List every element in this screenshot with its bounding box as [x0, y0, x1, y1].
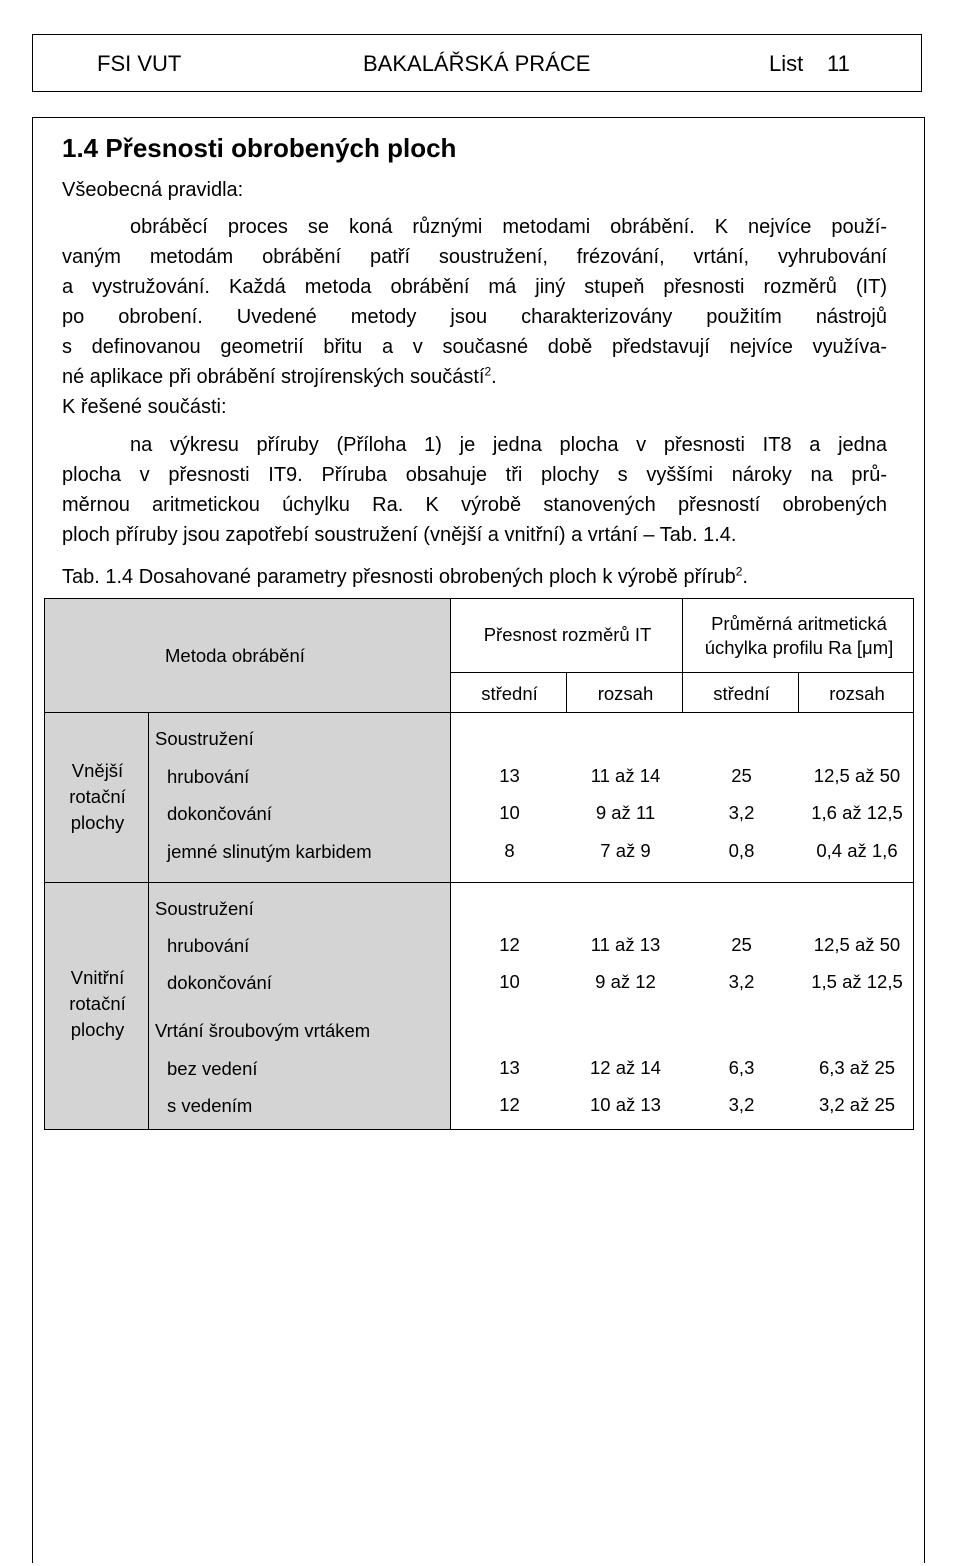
value-cell: 3,2	[728, 1094, 755, 1115]
paragraph-line: s definovanou geometrií břitu a v současné době představují nejvíce využíva-	[62, 336, 887, 358]
paragraph-line: plocha v přesnosti IT9. Příruba obsahuje tři plochy s vyššími nároky na prů-	[62, 464, 887, 486]
it-header: Přesnost rozměrů IT	[483, 624, 652, 645]
value-cell: 0,4 až 1,6	[816, 840, 898, 861]
paragraph-line: vaným metodám obrábění patří soustružení, frézování, vrtání, vyhrubování	[62, 246, 887, 268]
reference-number: 2	[735, 564, 743, 579]
group-label-cell	[44, 712, 149, 883]
page-header	[32, 34, 922, 92]
value-cell: 6,3 až 25	[818, 1057, 896, 1078]
part-label: K řešené součásti:	[62, 396, 227, 418]
table-caption-period: .	[742, 566, 748, 588]
value-cell: 11 až 14	[590, 765, 661, 786]
paragraph-line-last	[62, 362, 887, 392]
value-cell: 11 až 13	[590, 934, 661, 955]
paragraph-line: obráběcí proces se koná různými metodami obrábění. K nejvíce použí-	[130, 216, 887, 238]
value-cell: 12,5 až 50	[813, 934, 901, 955]
value-cell: 13	[499, 765, 520, 786]
subheader-cell	[798, 672, 914, 713]
ra-header-cell	[682, 598, 914, 673]
method-header: Metoda obrábění	[165, 645, 305, 666]
method-label: hrubování	[167, 766, 250, 787]
value-cell: 12	[499, 934, 520, 955]
subheader-it-mean: střední	[481, 683, 538, 704]
value-cell: 9 až 12	[595, 971, 656, 992]
value-cell: 3,2	[728, 802, 755, 823]
group-label-line: plochy	[70, 1019, 125, 1040]
subheader-it-range: rozsah	[597, 683, 654, 704]
method-label: Soustružení	[155, 728, 254, 749]
group-methods-cell	[148, 712, 451, 883]
value-cell: 25	[731, 934, 752, 955]
section-title: 1.4 Přesnosti obrobených ploch	[62, 133, 457, 163]
table-caption-text: Tab. 1.4 Dosahované parametry přesnosti obrobených ploch k výrobě přírub	[62, 566, 736, 588]
subheader-cell	[450, 672, 567, 713]
group-label-line: rotační	[69, 786, 126, 807]
method-header-cell	[44, 598, 451, 713]
method-label: dokončování	[167, 972, 272, 993]
value-cell: 0,8	[728, 840, 755, 861]
value-cell: 12 až 14	[590, 1057, 661, 1078]
group-values-cell	[450, 712, 914, 883]
group-methods-cell	[148, 882, 451, 1130]
method-label: Soustružení	[155, 898, 254, 919]
reference-number: 2	[484, 364, 492, 379]
value-cell: 12,5 až 50	[813, 765, 901, 786]
value-cell: 25	[731, 765, 752, 786]
value-cell: 10	[499, 802, 520, 823]
ra-header-line2: úchylka profilu Ra [μm]	[704, 637, 894, 658]
paragraph-line: po obrobení. Uvedené metody jsou charakterizovány použitím nástrojů	[62, 306, 887, 328]
header-list-label: List	[769, 51, 804, 76]
paragraph-line: né aplikace při obrábění strojírenských součástí	[62, 366, 485, 388]
value-cell: 1,6 až 12,5	[811, 802, 903, 823]
value-cell: 10	[499, 971, 520, 992]
subheader-cell	[682, 672, 799, 713]
group-label-line: Vnitřní	[70, 967, 125, 988]
ra-header-line1: Průměrná aritmetická	[711, 613, 887, 634]
group-label-cell	[44, 882, 149, 1130]
general-rules-label: Všeobecná pravidla:	[62, 179, 244, 201]
table-caption	[62, 566, 748, 589]
value-cell: 1,5 až 12,5	[811, 971, 903, 992]
paragraph-line: a vystružování. Každá metoda obrábění má jiný stupeň přesnosti rozměrů (IT)	[62, 276, 887, 298]
method-label: bez vedení	[167, 1058, 258, 1079]
group-values-cell	[450, 882, 914, 1130]
value-cell: 10 až 13	[590, 1094, 661, 1115]
paragraph-line: na výkresu příruby (Příloha 1) je jedna plocha v přesnosti IT8 a jedna	[130, 434, 887, 456]
method-label: jemné slinutým karbidem	[167, 841, 372, 862]
method-label: dokončování	[167, 803, 272, 824]
value-cell: 3,2	[728, 971, 755, 992]
paragraph-line: měrnou aritmetickou úchylku Ra. K výrobě stanovených přesností obrobených	[62, 494, 887, 516]
machining-table	[44, 598, 914, 1130]
header-page-number: 11	[827, 51, 850, 76]
paragraph-period: .	[491, 366, 497, 388]
method-label: hrubování	[167, 935, 250, 956]
subheader-ra-range: rozsah	[829, 683, 885, 704]
value-cell: 7 až 9	[600, 840, 651, 861]
paragraph-general	[62, 212, 887, 392]
subheader-ra-mean: střední	[713, 683, 770, 704]
value-cell: 13	[499, 1057, 520, 1078]
value-cell: 12	[499, 1094, 520, 1115]
method-label: Vrtání šroubovým vrtákem	[155, 1020, 371, 1041]
paragraph-part	[62, 430, 887, 550]
value-cell: 6,3	[728, 1057, 755, 1078]
header-institution: FSI VUT	[97, 51, 182, 76]
it-header-cell	[450, 598, 683, 673]
value-cell: 8	[504, 840, 515, 861]
header-document-type: BAKALÁŘSKÁ PRÁCE	[363, 51, 591, 76]
group-label-line: plochy	[70, 812, 125, 833]
value-cell: 9 až 11	[595, 802, 656, 823]
subheader-cell	[566, 672, 683, 713]
method-label: s vedením	[167, 1095, 253, 1116]
group-label-line: Vnější	[71, 760, 124, 781]
value-cell: 3,2 až 25	[818, 1094, 896, 1115]
paragraph-line: ploch příruby jsou zapotřebí soustružení (vnější a vnitřní) a vrtání – Tab. 1.4.	[62, 524, 737, 546]
group-label-line: rotační	[69, 993, 126, 1014]
